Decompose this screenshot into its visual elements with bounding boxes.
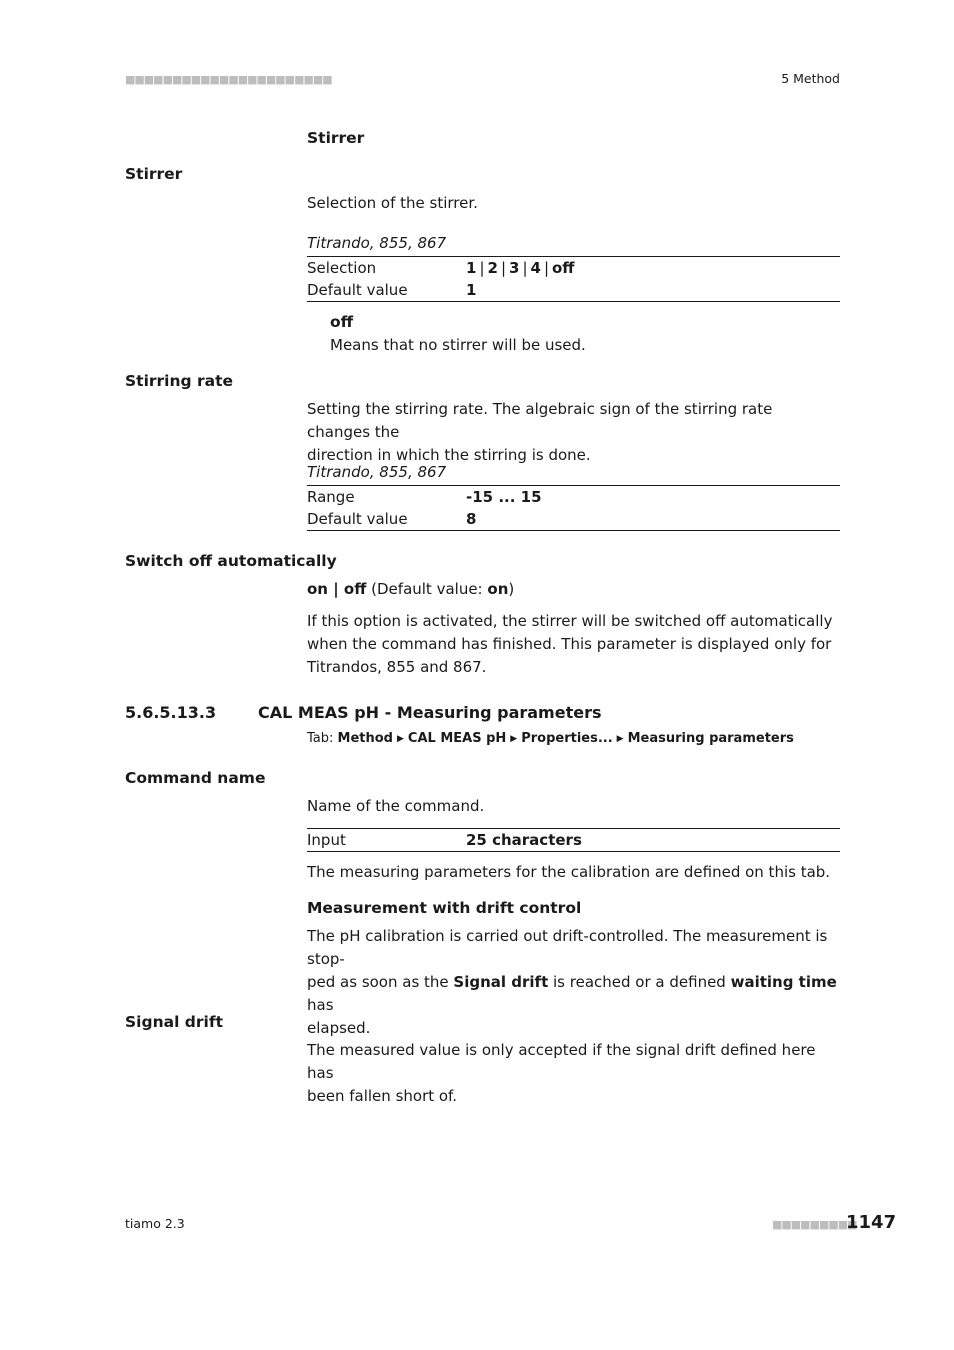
table-row	[307, 829, 840, 851]
command-name-after-text: The measuring parameters for the calibration are defined on this tab.	[307, 863, 831, 881]
selection-options: 1 | 2 | 3 | 4 | off	[466, 259, 575, 277]
param-label-stirring-rate: Stirring rate	[125, 372, 234, 390]
table-value: 1	[466, 281, 477, 299]
table-key: Range	[307, 488, 355, 506]
param-label-switch-off: Switch off automatically	[125, 552, 337, 570]
page-number: 1147	[846, 1212, 897, 1233]
footer-dots: ■■■■■■■■■	[772, 1218, 857, 1231]
triangle-right-icon: ▶	[397, 734, 404, 744]
stirring-rate-description	[307, 398, 840, 467]
stirring-rate-table	[307, 485, 840, 531]
triangle-right-icon: ▶	[510, 734, 518, 744]
option: off	[552, 259, 575, 277]
text-line: If this option is activated, the stirrer will be switched off automatically	[307, 612, 833, 630]
text-line: direction in which the stirring is done.	[307, 446, 591, 464]
drift-control-text	[307, 925, 840, 1040]
table-key: Default value	[307, 510, 408, 528]
text-line: The pH calibration is carried out drift-controlled. The measurement is stop-	[307, 927, 828, 968]
table-row	[307, 257, 840, 279]
command-name-description: Name of the command.	[307, 797, 485, 815]
options-value: on | off	[307, 580, 367, 598]
table-value: -15 ... 15	[466, 488, 542, 506]
param-label-command-name: Command name	[125, 769, 266, 787]
header-dots: ■■■■■■■■■■■■■■■■■■■■■■	[125, 73, 332, 86]
switch-off-text	[307, 610, 840, 679]
option: 3	[509, 259, 520, 277]
tab-path-item: CAL MEAS pH	[407, 731, 507, 746]
group-title-stirrer: Stirrer	[307, 129, 365, 147]
table-value: 25 characters	[466, 831, 582, 849]
drift-control-title: Measurement with drift control	[307, 899, 582, 917]
table-row	[307, 279, 840, 301]
section-number: 5.6.5.13.3	[125, 703, 217, 722]
emphasis: Signal drift	[453, 973, 549, 991]
command-name-table	[307, 828, 840, 852]
param-label-signal-drift: Signal drift	[125, 1013, 223, 1031]
switch-off-options	[307, 578, 840, 601]
default-value: on	[487, 580, 509, 598]
text-line: Setting the stirring rate. The algebraic sign of the stirring rate changes the	[307, 400, 773, 441]
default-suffix: )	[508, 580, 515, 598]
stirrer-caption: Titrando, 855, 867	[307, 234, 447, 252]
option: 1	[466, 259, 477, 277]
off-title: off	[330, 313, 354, 331]
stirrer-description: Selection of the stirrer.	[307, 194, 478, 212]
table-row	[307, 508, 840, 530]
tab-prefix: Tab:	[307, 731, 338, 746]
text-line: Titrandos, 855 and 867.	[307, 658, 487, 676]
default-prefix: (Default value:	[371, 580, 488, 598]
section-title: CAL MEAS pH - Measuring parameters	[258, 703, 602, 722]
text-line: been fallen short of.	[307, 1087, 458, 1105]
table-key: Input	[307, 831, 346, 849]
table-value: 8	[466, 510, 477, 528]
text-line: elapsed.	[307, 1019, 371, 1037]
triangle-right-icon: ▶	[616, 734, 624, 744]
option: 2	[487, 259, 498, 277]
text-line: when the command has finished. This parameter is displayed only for	[307, 635, 832, 653]
footer-product: tiamo 2.3	[125, 1216, 185, 1231]
table-row	[307, 486, 840, 508]
off-text: Means that no stirrer will be used.	[330, 336, 586, 354]
text-line: ped as soon as the Signal drift is reached or a defined waiting time has	[307, 973, 837, 1014]
stirrer-table	[307, 256, 840, 302]
table-key: Selection	[307, 259, 377, 277]
tab-path-item: Method	[337, 731, 393, 746]
tab-path	[307, 731, 794, 746]
emphasis: waiting time	[730, 973, 837, 991]
param-label-stirrer: Stirrer	[125, 165, 183, 183]
option: 4	[530, 259, 541, 277]
stirring-rate-caption: Titrando, 855, 867	[307, 463, 447, 481]
signal-drift-text	[307, 1039, 840, 1108]
tab-path-item: Measuring parameters	[627, 731, 794, 746]
text-line: The measured value is only accepted if the signal drift defined here has	[307, 1041, 816, 1082]
tab-path-item: Properties...	[521, 731, 613, 746]
table-key: Default value	[307, 281, 408, 299]
chapter-title: 5 Method	[781, 71, 840, 86]
